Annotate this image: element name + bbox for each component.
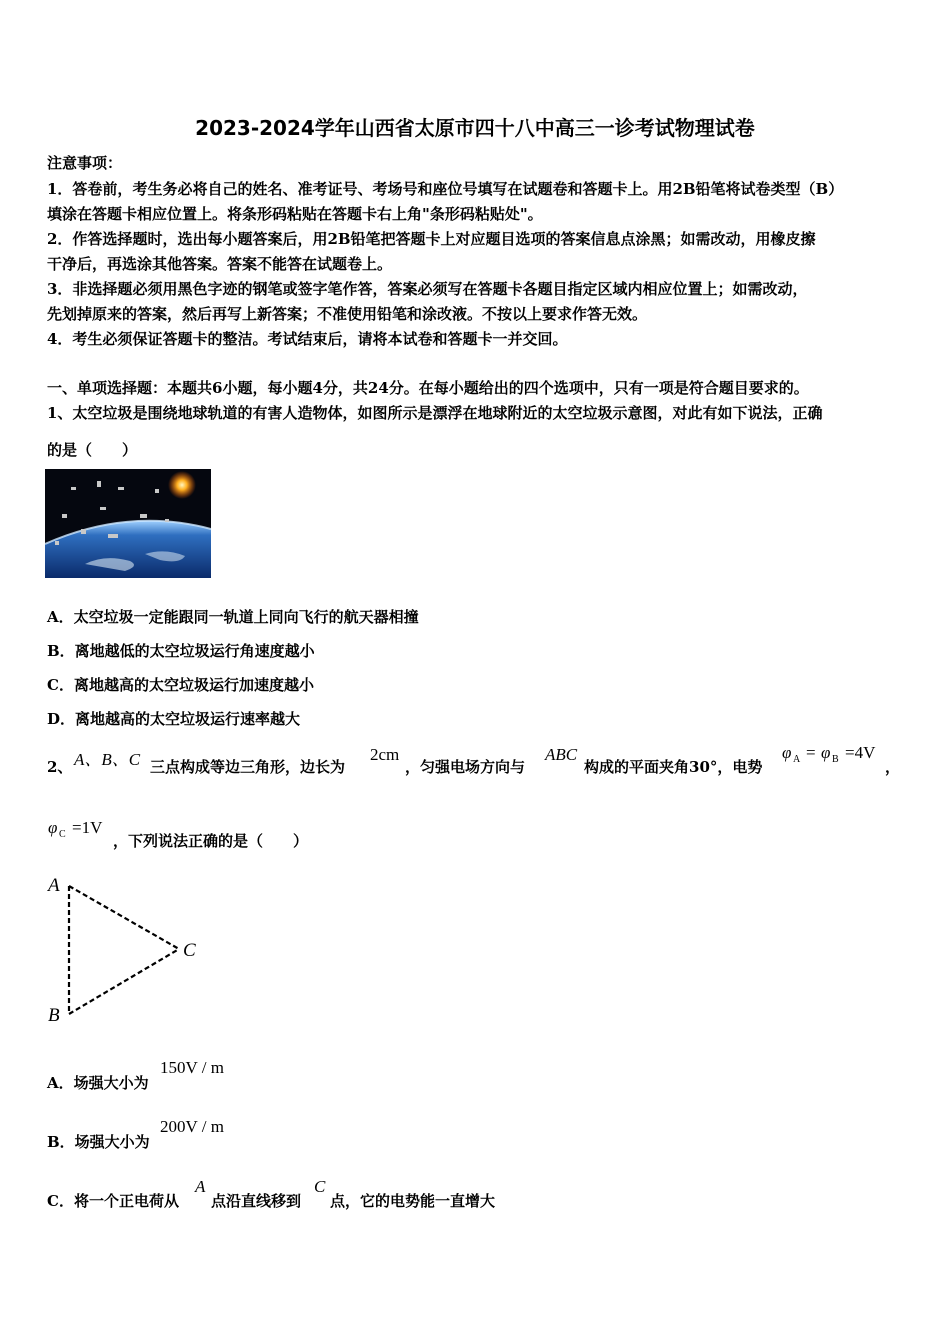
points-abc: A、B、C	[74, 750, 141, 769]
question-2-text: 构成的平面夹角30°，电势	[584, 758, 763, 776]
side-length: 2cm	[370, 745, 400, 764]
notice-line: 干净后，再选涂其他答案。答案不能答在试题卷上。	[47, 255, 393, 273]
potential-symbol: φ	[48, 818, 58, 837]
option-c-point-a: A	[195, 1177, 206, 1196]
notice-line: 2．作答选择题时，选出每小题答案后，用2B铅笔把答题卡上对应题目选项的答案信息点涂黑；如需改动，用橡皮擦	[47, 230, 816, 248]
vertex-a-label: A	[48, 875, 60, 896]
notice-line: 4．考生必须保证答题卡的整洁。考试结束后，请将本试卷和答题卡一并交回。	[47, 330, 568, 348]
side-bc	[69, 949, 179, 1014]
potential-value-ab: =4V	[845, 743, 876, 762]
question-2-text: 三点构成等边三角形，边长为	[150, 758, 346, 776]
notice-line: 先划掉原来的答案，然后再写上新答案；不准使用铅笔和涂改液。不按以上要求作答无效。	[47, 305, 648, 323]
potential-symbol: φ	[821, 743, 831, 762]
question-2-number: 2、	[47, 758, 73, 776]
notice-line: 1．答卷前，考生务必将自己的姓名、准考证号、考场号和座位号填写在试题卷和答题卡上。用2B铅笔将试卷类型（B）	[47, 180, 844, 198]
question-1-option-a: A．太空垃圾一定能跟同一轨道上同向飞行的航天器相撞	[47, 608, 419, 626]
option-c-point-c: C	[314, 1177, 326, 1196]
question-1-option-c: C．离地越高的太空垃圾运行加速度越小	[47, 676, 314, 694]
question-2-option-c-text: 点，它的电势能一直增大	[330, 1192, 496, 1210]
question-2-text: ，匀强电场方向与	[405, 758, 526, 776]
plane-abc: ABC	[545, 745, 578, 764]
question-1-stem-end: 的是（ ）	[47, 441, 138, 459]
section-heading: 一、单项选择题：本题共6小题，每小题4分，共24分。在每小题给出的四个选项中，只有一项是符合题目要求的。	[47, 379, 809, 397]
question-2-option-a: A．场强大小为	[47, 1074, 149, 1092]
vertex-b-label: B	[48, 1005, 60, 1026]
question-2-comma: ，	[885, 758, 901, 776]
question-1-stem: 1、太空垃圾是围绕地球轨道的有害人造物体，如图所示是漂浮在地球附近的太空垃圾示意图，对此有如下说法，正确	[47, 404, 823, 422]
subscript-a: A	[793, 754, 801, 765]
side-ac	[69, 886, 179, 949]
vertex-c-label: C	[183, 940, 196, 961]
question-2-option-c: C．将一个正电荷从	[47, 1192, 179, 1210]
question-1-option-b: B．离地越低的太空垃圾运行角速度越小	[47, 642, 315, 660]
question-2-prompt: ，下列说法正确的是（ ）	[113, 832, 309, 850]
notice-line: 3．非选择题必须用黑色字迹的钢笔或签字笔作答，答案必须写在答题卡各题目指定区域内相应位置上；如需改动，	[47, 280, 808, 298]
question-2-option-c-text: 点沿直线移到	[211, 1192, 302, 1210]
subscript-b: B	[832, 754, 839, 765]
question-2-option-b: B．场强大小为	[47, 1133, 150, 1151]
equals-sign: =	[806, 743, 816, 762]
space-debris-image	[45, 469, 211, 578]
option-b-value: 200V / m	[160, 1117, 224, 1136]
notice-heading: 注意事项：	[47, 154, 123, 172]
notice-line: 填涂在答题卡相应位置上。将条形码粘贴在答题卡右上角"条形码粘贴处"。	[47, 205, 543, 223]
page-title: 2023-2024学年山西省太原市四十八中高三一诊考试物理试卷	[195, 116, 755, 140]
option-a-value: 150V / m	[160, 1058, 224, 1077]
question-1-option-d: D．离地越高的太空垃圾运行速率越大	[47, 710, 301, 728]
potential-value-c: =1V	[72, 818, 103, 837]
potential-symbol: φ	[782, 743, 792, 762]
triangle-diagram	[44, 872, 214, 1027]
subscript-c: C	[59, 829, 66, 840]
